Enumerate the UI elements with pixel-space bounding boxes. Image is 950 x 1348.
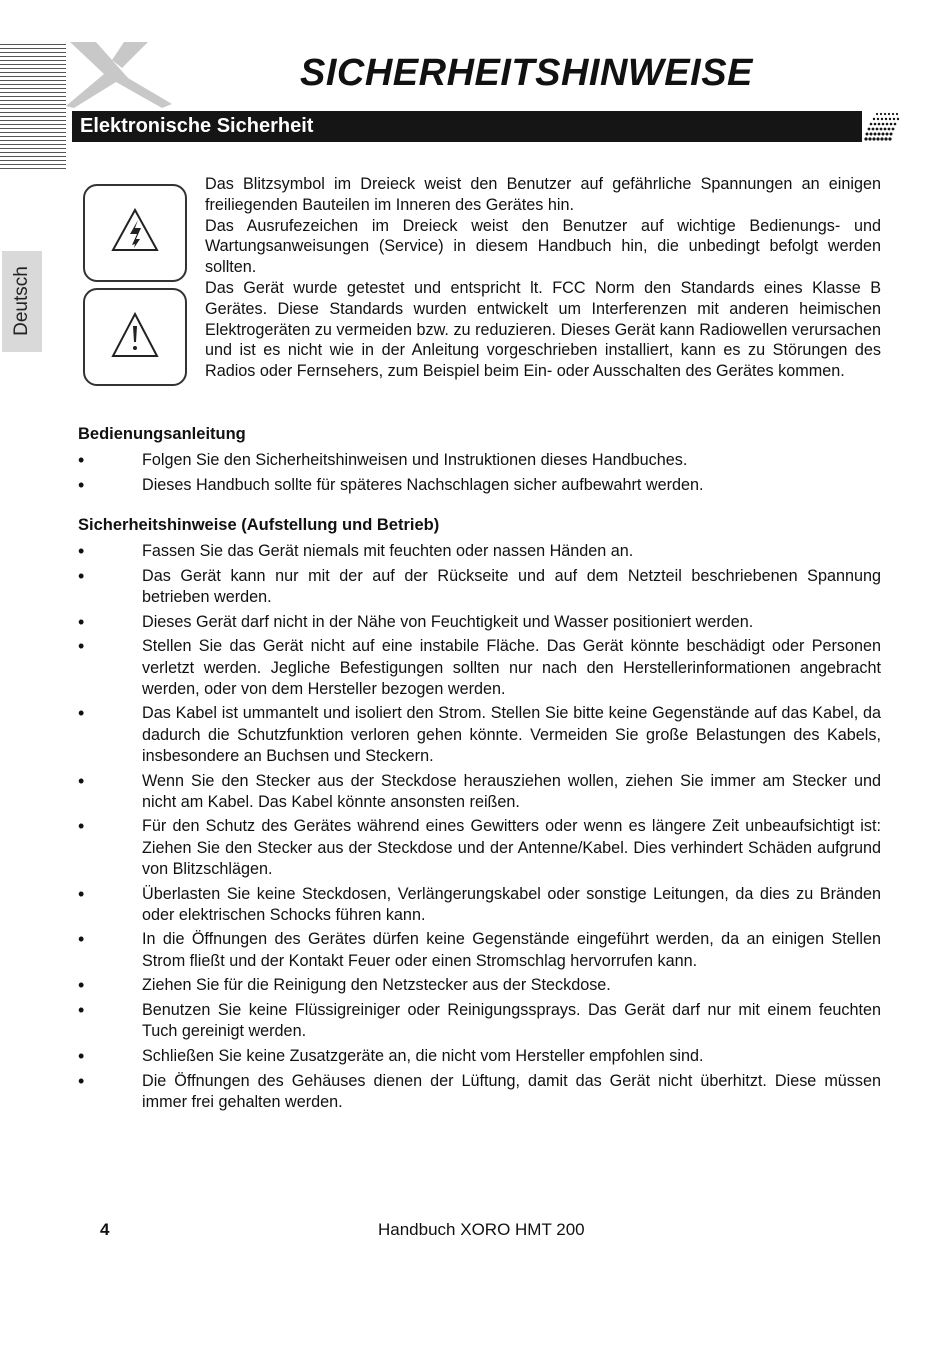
intro-paragraph: Das Gerät wurde getestet und entspricht lt. FCC Norm den Standards eines Klasse B Gerätes. Diese Standards wurden entwickelt um Interferenzen mit anderen heimischen Elektrogeräten zu vermeiden bzw. zu reduzieren. Dieses Gerät kann Radiowellen verursachen und ist es nicht wie in der Anleitung vorgeschrieben installiert, kann es zu Störungen des Radios oder Fernsehers, zum Beispiel beim Ein- oder Ausschalten des Gerätes kommen. (205, 278, 881, 381)
intro-paragraph: Das Ausrufezeichen im Dreieck weist den Benutzer auf wichtige Bedienungs- und Wartungsanweisungen (Service) in diesem Handbuch hin, die unbedingt befolgt werden sollten. (205, 216, 881, 277)
list-item: • Dieses Handbuch sollte für späteres Nachschlagen sicher aufbewahrt werden. (78, 475, 881, 496)
sicherheit-list (78, 541, 881, 1113)
list-item: • Die Öffnungen des Gehäuses dienen der Lüftung, damit das Gerät nicht überhitzt. Diese müssen immer frei gehalten werden. (78, 1071, 881, 1113)
dot-pattern-icon (858, 111, 900, 142)
lightning-warning-box (83, 184, 187, 282)
section-heading-bedienungsanleitung: Bedienungsanleitung (78, 425, 246, 443)
exclamation-warning-icon (85, 290, 185, 384)
language-tab-label: Deutsch (11, 266, 32, 336)
exclamation-warning-box (83, 288, 187, 386)
list-item: • Überlasten Sie keine Steckdosen, Verlängerungskabel oder sonstige Leitungen, da dies zu Bränden oder elektrischen Schocks führen kann. (78, 884, 881, 926)
footer-text: Handbuch XORO HMT 200 (378, 1220, 585, 1239)
intro-paragraph: Das Blitzsymbol im Dreieck weist den Benutzer auf gefährliche Spannungen an einigen freiliegenden Bauteilen im Inneren des Gerätes hin. (205, 175, 881, 214)
list-item: • Das Kabel ist ummantelt und isoliert den Strom. Stellen Sie bitte keine Gegenstände auf das Kabel, da dadurch die Schutzfunktion verloren gehen könnte. Vermeiden Sie große Belastungen des Kabels, insbesondere an Buchsen und Steckern. (78, 703, 881, 767)
section-bar-title: Elektronische Sicherheit (80, 115, 314, 137)
list-item: • Dieses Gerät darf nicht in der Nähe von Feuchtigkeit und Wasser positioniert werden. (78, 612, 881, 633)
intro-text (205, 174, 881, 382)
page-number: 4 (100, 1220, 110, 1239)
list-item: • Ziehen Sie für die Reinigung den Netzstecker aus der Steckdose. (78, 975, 881, 996)
section-heading-sicherheitshinweise: Sicherheitshinweise (Aufstellung und Betrieb) (78, 516, 440, 534)
list-item: • Fassen Sie das Gerät niemals mit feuchten oder nassen Händen an. (78, 541, 881, 562)
list-item: • Schließen Sie keine Zusatzgeräte an, die nicht vom Hersteller empfohlen sind. (78, 1046, 881, 1067)
lightning-warning-icon (85, 186, 185, 280)
list-item: • Folgen Sie den Sicherheitshinweisen und Instruktionen dieses Handbuches. (78, 450, 881, 471)
list-item: • In die Öffnungen des Gerätes dürfen keine Gegenstände eingeführt werden, da an einigen Stellen Strom fließt und der Kontakt Feuer oder einen Stromschlag hervorrufen kann. (78, 929, 881, 971)
xoro-logo-icon (66, 40, 176, 110)
bedienung-list (78, 450, 881, 496)
page-title: SICHERHEITSHINWEISE (300, 52, 753, 94)
list-item: • Wenn Sie den Stecker aus der Steckdose herausziehen wollen, ziehen Sie immer am Stecker und nicht am Kabel. Das Kabel könnte ansonsten reißen. (78, 771, 881, 813)
list-item: • Das Gerät kann nur mit der auf der Rückseite und auf dem Netzteil beschriebenen Spannung betrieben werden. (78, 566, 881, 608)
list-item: • Für den Schutz des Gerätes während eines Gewitters oder wenn es längere Zeit unbeaufsichtigt ist: Ziehen Sie den Stecker aus der Steckdose und der Antenne/Kabel. Dies verhindert Schäden aufgrund von Blitzschlägen. (78, 816, 881, 880)
list-item: • Stellen Sie das Gerät nicht auf eine instabile Fläche. Das Gerät könnte beschädigt oder Personen verletzt werden. Jegliche Befestigungen sollten nur nach den Herstellerinformationen angebracht werden, oder von dem Hersteller bezogen werden. (78, 636, 881, 700)
header-stripes (0, 44, 66, 172)
list-item: • Benutzen Sie keine Flüssigreiniger oder Reinigungssprays. Das Gerät darf nur mit einem feuchten Tuch gereinigt werden. (78, 1000, 881, 1042)
